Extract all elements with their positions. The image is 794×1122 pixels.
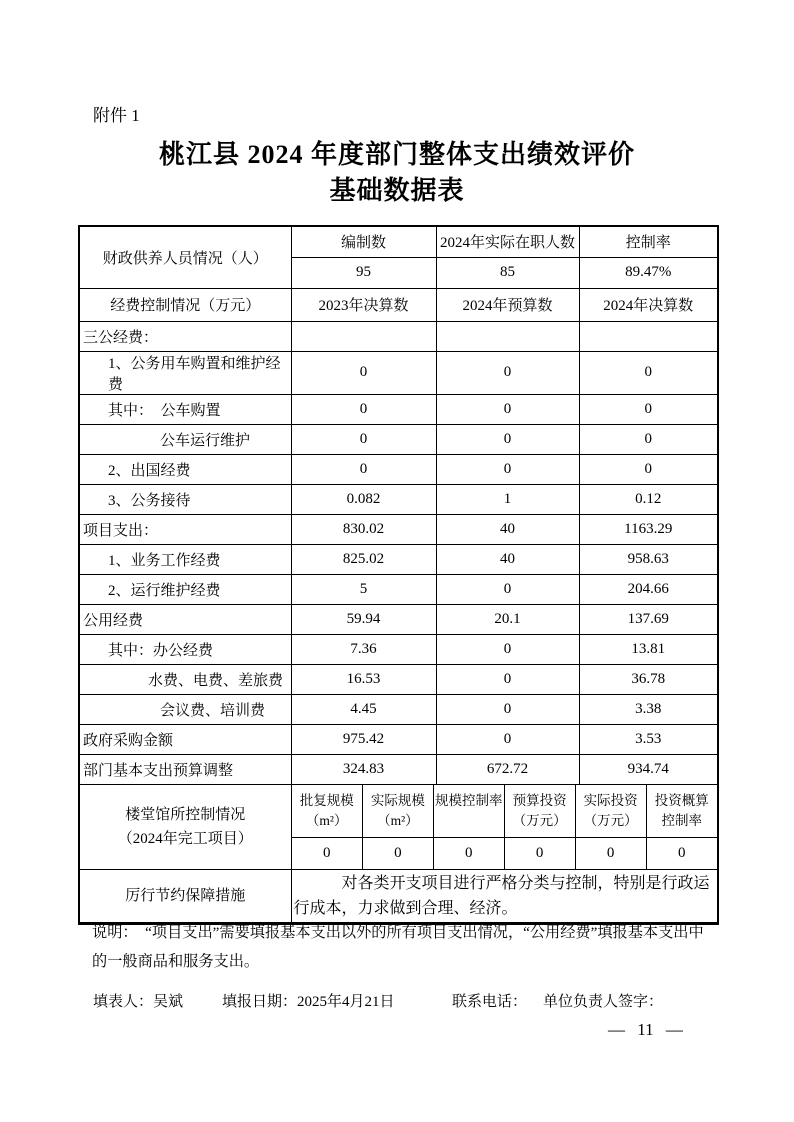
row-value: 958.63: [579, 544, 718, 574]
building-value: 0: [362, 838, 433, 869]
row-value: 0: [579, 454, 718, 484]
row-value: 0: [436, 351, 579, 394]
building-subtable-cell: [291, 784, 718, 869]
row-value: 40: [436, 544, 579, 574]
funding-col-header: 2024年决算数: [579, 288, 718, 321]
building-value: 0: [292, 838, 363, 869]
table-row: [79, 664, 718, 694]
building-header-row: [292, 785, 718, 838]
row-label: 三公经费：: [79, 321, 291, 351]
row-value: 13.81: [579, 634, 718, 664]
building-value: 0: [646, 838, 717, 869]
row-label: 会议费、培训费: [79, 694, 291, 724]
funding-col-header: 2024年预算数: [436, 288, 579, 321]
building-value: 0: [433, 838, 504, 869]
row-value: 934.74: [579, 754, 718, 784]
row-value: 0: [436, 634, 579, 664]
row-value: 324.83: [291, 754, 436, 784]
budget-data-table: [78, 225, 719, 925]
row-value: 40: [436, 514, 579, 544]
funding-header-row: [79, 288, 718, 321]
row-label: 公车运行维护: [79, 424, 291, 454]
row-value: 7.36: [291, 634, 436, 664]
fill-date-field: 填报日期：2025年4月21日: [222, 994, 395, 1010]
table-row: [79, 394, 718, 424]
table-row: [79, 424, 718, 454]
building-col-header: 实际规模 （m²）: [362, 785, 433, 838]
personnel-value: 95: [291, 257, 436, 288]
building-col-header: 批复规模 （m²）: [292, 785, 363, 838]
funding-col-header: 2023年决算数: [291, 288, 436, 321]
row-value: 0: [436, 454, 579, 484]
personnel-col-header: 编制数: [291, 226, 436, 257]
personnel-col-header: 2024年实际在职人数: [436, 226, 579, 257]
row-value: 1: [436, 484, 579, 514]
building-row: [79, 784, 718, 869]
personnel-value: 89.47%: [579, 257, 718, 288]
personnel-label: 财政供养人员情况（人）: [79, 226, 291, 288]
table-row: [79, 351, 718, 394]
table-row: [79, 321, 718, 351]
title-line-1: 桃江县 2024 年度部门整体支出绩效评价: [158, 140, 635, 169]
row-value: 0: [436, 694, 579, 724]
building-label-line1: 楼堂馆所控制情况: [125, 806, 246, 823]
row-value: 0: [291, 351, 436, 394]
row-value: 5: [291, 574, 436, 604]
building-col-header: 预算投资 （万元）: [504, 785, 575, 838]
personnel-col-header: 控制率: [579, 226, 718, 257]
row-value: 4.45: [291, 694, 436, 724]
funding-label: 经费控制情况（万元）: [79, 288, 291, 321]
row-value: 0: [579, 351, 718, 394]
attachment-label: 附件 1: [93, 106, 140, 125]
row-value: [436, 321, 579, 351]
row-value: 0: [291, 424, 436, 454]
row-value: 0: [579, 424, 718, 454]
building-col-header: 投资概算 控制率: [646, 785, 717, 838]
row-label: 其中： 公车购置: [79, 394, 291, 424]
row-value: 0: [436, 394, 579, 424]
building-label-line2: （2024年完工项目）: [117, 830, 253, 847]
row-value: 20.1: [436, 604, 579, 634]
row-value: 0: [291, 454, 436, 484]
thrift-row: [79, 869, 718, 923]
table-row: [79, 544, 718, 574]
building-col-header: 实际投资 （万元）: [575, 785, 646, 838]
form-footer: [0, 990, 794, 1012]
page-number: — 11 —: [608, 1020, 683, 1039]
title-line-2: 基础数据表: [329, 176, 465, 205]
row-value: 1163.29: [579, 514, 718, 544]
row-label: 2、运行维护经费: [79, 574, 291, 604]
row-label: 其中：办公经费: [79, 634, 291, 664]
building-values-row: [292, 838, 718, 869]
contact-phone-field: 联系电话：: [452, 994, 528, 1010]
row-value: 0.082: [291, 484, 436, 514]
table-row: [79, 634, 718, 664]
building-subtable: [292, 785, 718, 869]
building-value: 0: [504, 838, 575, 869]
row-label: 2、出国经费: [79, 454, 291, 484]
row-value: 59.94: [291, 604, 436, 634]
row-label: 政府采购金额: [79, 724, 291, 754]
row-label: 水费、电费、差旅费: [79, 664, 291, 694]
row-value: 0: [436, 724, 579, 754]
table-row: [79, 754, 718, 784]
document-title: [0, 137, 794, 209]
row-value: 0: [436, 574, 579, 604]
row-value: 0: [579, 394, 718, 424]
building-value: 0: [575, 838, 646, 869]
row-value: [579, 321, 718, 351]
preparer-field: 填表人：吴斌: [93, 994, 184, 1010]
building-col-header: 规模控制率: [433, 785, 504, 838]
row-value: 137.69: [579, 604, 718, 634]
table-row: [79, 484, 718, 514]
table-row: [79, 604, 718, 634]
row-value: 0: [436, 424, 579, 454]
row-value: [291, 321, 436, 351]
row-value: 830.02: [291, 514, 436, 544]
table-row: [79, 574, 718, 604]
table-row: [79, 694, 718, 724]
thrift-content: 对各类开支项目进行严格分类与控制，特别是行政运行成本，力求做到合理、经济。: [291, 869, 718, 923]
row-label: 部门基本支出预算调整: [79, 754, 291, 784]
signature-field: 单位负责人签字：: [543, 994, 664, 1010]
row-value: 975.42: [291, 724, 436, 754]
row-value: 3.38: [579, 694, 718, 724]
table-row: [79, 454, 718, 484]
building-label: [79, 784, 291, 869]
row-label: 1、业务工作经费: [79, 544, 291, 574]
table-row: [79, 724, 718, 754]
row-label: 3、公务接待: [79, 484, 291, 514]
row-value: 0: [291, 394, 436, 424]
row-label: 项目支出：: [79, 514, 291, 544]
personnel-value: 85: [436, 257, 579, 288]
row-value: 3.53: [579, 724, 718, 754]
row-value: 825.02: [291, 544, 436, 574]
row-value: 0.12: [579, 484, 718, 514]
row-value: 16.53: [291, 664, 436, 694]
personnel-header-row: [79, 226, 718, 257]
row-value: 36.78: [579, 664, 718, 694]
row-value: 672.72: [436, 754, 579, 784]
thrift-label: 厉行节约保障措施: [79, 869, 291, 923]
explanation-note: 说明： “项目支出”需要填报基本支出以外的所有项目支出情况，“公用经费”填报基本支出中的一般商品和服务支出。: [92, 924, 704, 970]
row-value: 0: [436, 664, 579, 694]
row-label: 1、公务用车购置和维护经费: [79, 351, 291, 394]
table-row: [79, 514, 718, 544]
row-label: 公用经费: [79, 604, 291, 634]
row-value: 204.66: [579, 574, 718, 604]
